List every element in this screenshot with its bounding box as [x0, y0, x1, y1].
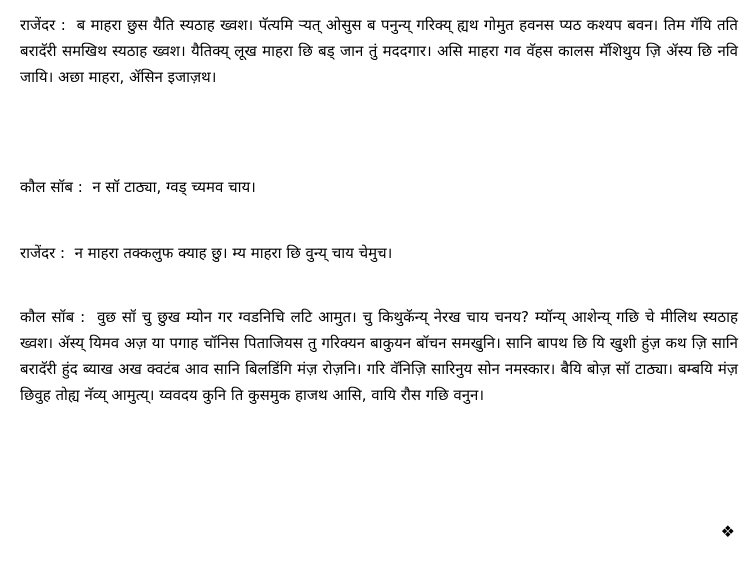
dialogue-text: न माहरा तक्कलुफ क्याह छु। म्य माहरा छि वुन्य् चाय चेमुच।: [74, 244, 393, 262]
speaker-label: कौल सॉब :: [20, 178, 88, 196]
dialogue-paragraph-3: [20, 240, 738, 266]
speaker-label: राजेंदर :: [20, 244, 70, 262]
dialogue-paragraph-4: [20, 304, 738, 408]
dialogue-text: न सॉ टाठ्या, ग्वड् च्यमव चाय।: [92, 178, 256, 196]
dialogue-text: ब माहरा छुस यैति स्यठाह ख्वश। पॅत्यमि र्‍यत् ओसुस ब पनुन्य् गरिक्य् ह्यथ गोमुत हवनस प्यठ कश्यप बवन। तिम गॅयि तति बरादॅरी समखिथ स्यठाह ख्वश। यैतिक्य् लूख माहरा छि बड् जान तुं मददगार। असि माहरा गव वॅहस कालस मॅशिथुय ज़ि ॲस्य छि नवि जायि। अछा माहरा, ॲसिन इजाज़थ।: [20, 16, 738, 86]
speaker-label: कौल सॉब :: [20, 308, 92, 326]
end-ornament-icon: ❖: [720, 522, 735, 541]
dialogue-text: वुछ सॉ चु छुख म्योन गर ग्वडनिचि लटि आमुत। चु किथुकॅन्य् नेरख चाय चनय? म्यॉन्य् आशेन्य् गछि चे मीलिथ स्यठाह ख्वश। ॲस्य् यिमव अज़ या पगाह चॉनिस पिताजियस तु गरिक्यन बाकुयन बॉचन समखुनि। सानि बापथ छि यि खुशी हुंज़ कथ ज़ि सानि बरादॅरी हुंद ब्याख अख क्वटंब आव सानि बिलडिंगि मंज़ रोज़नि। गरि वॅनिज़ि सारिनुय सोन नमस्कार। बैयि बोज़ सॉ टाठ्या। बम्बयि मंज़ छिवुह तोह्य नॅव्य् आमुत्य्। य्ववदय कुनि ति कुसमुक हाजथ आसि, वायि रौस गछि वनुन।: [20, 308, 738, 404]
dialogue-paragraph-1: [20, 12, 738, 90]
speaker-label: राजेंदर :: [20, 16, 72, 34]
dialogue-paragraph-2: [20, 174, 738, 200]
